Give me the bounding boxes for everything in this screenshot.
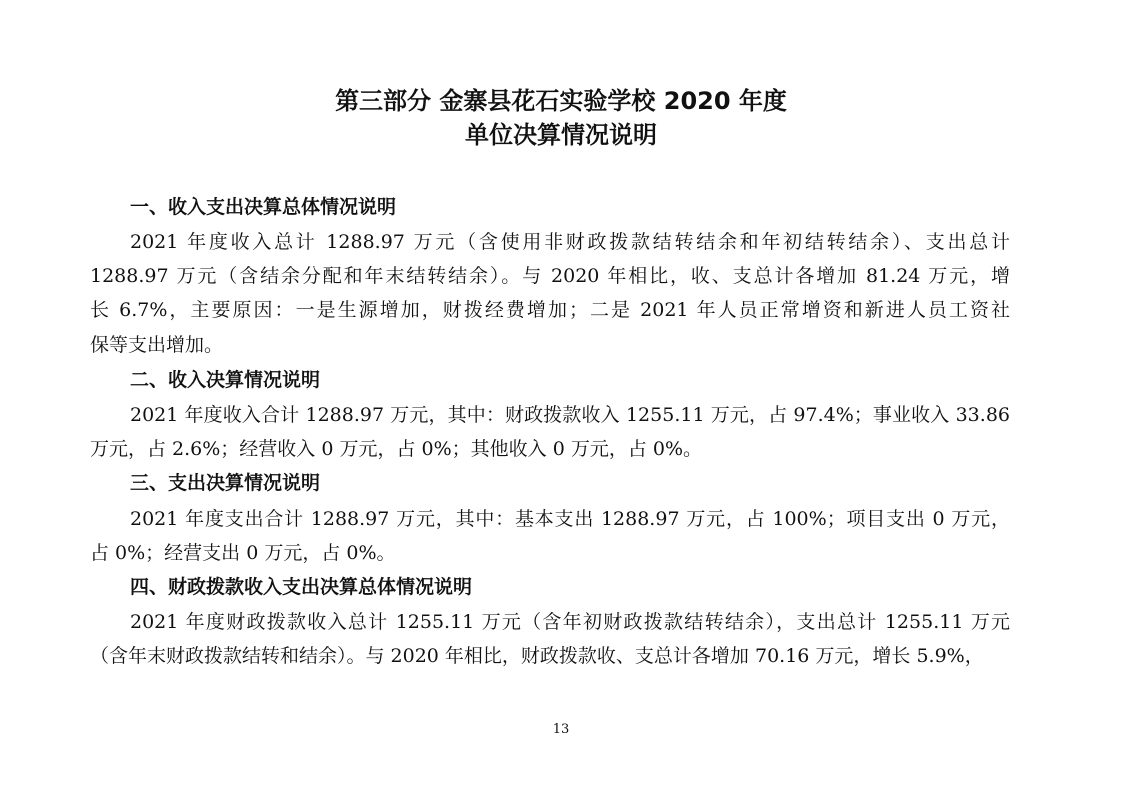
paragraph-line: 1288.97 万元（含结余分配和年末结转结余）。与 2020 年相比，收、支总计各增加 81.24 万元，增 <box>90 265 1010 287</box>
section-heading-4: 四、财政拨款收入支出决算总体情况说明 <box>130 576 473 598</box>
paragraph-line: 长 6.7%，主要原因：一是生源增加，财拨经费增加；二是 2021 年人员正常增资和新进人员工资社 <box>90 299 1010 321</box>
paragraph-line: 万元，占 2.6%；经营收入 0 万元，占 0%；其他收入 0 万元，占 0%。 <box>90 438 703 460</box>
paragraph-line: 2021 年度支出合计 1288.97 万元，其中：基本支出 1288.97 万元，占 100%；项目支出 0 万元， <box>130 508 1010 530</box>
paragraph-line: 占 0%；经营支出 0 万元，占 0%。 <box>90 542 396 564</box>
section-heading-1: 一、收入支出决算总体情况说明 <box>130 196 397 218</box>
document-title-line-2: 单位决算情况说明 <box>465 121 657 149</box>
paragraph-line: 2021 年度收入总计 1288.97 万元（含使用非财政拨款结转结余和年初结转结余）、支出总计 <box>130 231 1010 253</box>
section-heading-2: 二、收入决算情况说明 <box>130 369 321 391</box>
paragraph-line: 保等支出增加。 <box>90 334 224 356</box>
paragraph-line: 2021 年度收入合计 1288.97 万元，其中：财政拨款收入 1255.11 万元，占 97.4%；事业收入 33.86 <box>130 404 1010 426</box>
paragraph-line: 2021 年度财政拨款收入总计 1255.11 万元（含年初财政拨款结转结余），支出总计 1255.11 万元 <box>130 611 1010 633</box>
section-heading-3: 三、支出决算情况说明 <box>130 472 321 494</box>
page-number: 13 <box>552 722 570 737</box>
document-title-line-1: 第三部分 金寨县花石实验学校 2020 年度 <box>335 87 787 115</box>
paragraph-line: （含年末财政拨款结转和结余）。与 2020 年相比，财政拨款收、支总计各增加 70.16 万元，增长 5.9%， <box>90 645 984 667</box>
